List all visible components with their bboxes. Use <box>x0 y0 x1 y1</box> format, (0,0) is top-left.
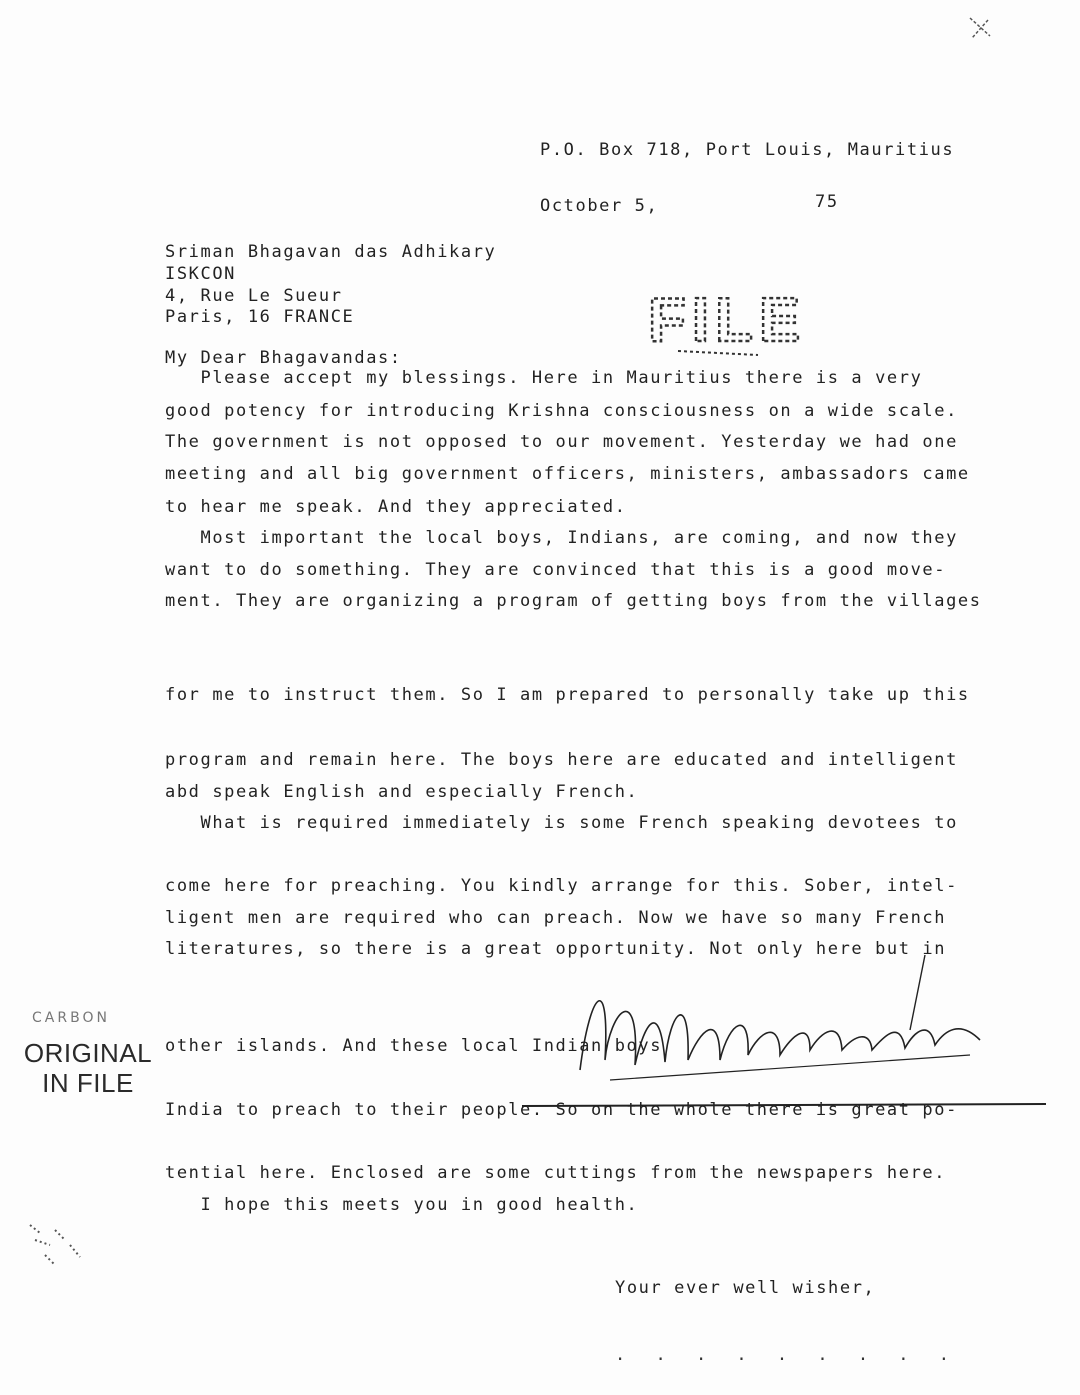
body-line-12: What is required immediately is some French speaking devotees to <box>165 813 958 833</box>
sender-address: P.O. Box 718, Port Louis, Mauritius <box>540 140 955 160</box>
original-in-file-stamp <box>18 1038 158 1098</box>
body-line-10: program and remain here. The boys here are educated and intelligent <box>165 750 958 770</box>
salutation: My Dear Bhagavandas: <box>165 348 402 368</box>
body-line-15: literatures, so there is a great opportunity. Not only here but in <box>165 939 947 959</box>
body-line-5: to hear me speak. And they appreciated. <box>165 497 627 517</box>
body-line-4: meeting and all big government officers, ministers, ambassadors came <box>165 464 970 484</box>
closing: Your ever well wisher, <box>615 1278 876 1298</box>
carbon-stamp: CARBON <box>32 1010 110 1026</box>
body-line-16: other islands. And these local Indian boys <box>165 1036 663 1056</box>
file-stamp-text: FILE <box>648 286 807 355</box>
handwritten-signature <box>570 950 990 1100</box>
smudge-mark <box>20 1215 100 1275</box>
body-line-8: ment. They are organizing a program of getting boys from the villages <box>165 591 982 611</box>
body-line-17: India to preach to their people. So on the whole there is great po- <box>165 1100 958 1120</box>
letter-date: October 5, <box>540 196 659 216</box>
letter-year: 75 <box>815 192 839 212</box>
body-line-14: ligent men are required who can preach. Now we have so many French <box>165 908 947 928</box>
body-line-9: for me to instruct them. So I am prepared to personally take up this <box>165 685 970 705</box>
recipient-city: Paris, 16 FRANCE <box>165 307 355 327</box>
body-line-19: I hope this meets you in good health. <box>165 1195 639 1215</box>
body-line-7: want to do something. They are convinced that this is a good move- <box>165 560 947 580</box>
strike-through-mark <box>520 1100 1048 1112</box>
recipient-street: 4, Rue Le Sueur <box>165 286 343 306</box>
body-line-1: Please accept my blessings. Here in Mauritius there is a very <box>165 368 923 388</box>
closing-dots: . . . . . . . . . <box>615 1345 959 1365</box>
corner-mark-icon <box>966 14 994 42</box>
original-stamp-line-2: IN FILE <box>42 1068 134 1098</box>
body-line-11: abd speak English and especially French. <box>165 782 639 802</box>
body-line-18: tential here. Enclosed are some cuttings from the newspapers here. <box>165 1163 947 1183</box>
recipient-name: Sriman Bhagavan das Adhikary <box>165 242 497 262</box>
body-line-2: good potency for introducing Krishna consciousness on a wide scale. <box>165 401 958 421</box>
body-line-6: Most important the local boys, Indians, are coming, and now they <box>165 528 958 548</box>
body-line-3: The government is not opposed to our movement. Yesterday we had one <box>165 432 958 452</box>
file-stamp <box>648 283 807 363</box>
recipient-org: ISKCON <box>165 264 237 284</box>
original-stamp-line-1: ORIGINAL <box>23 1038 153 1068</box>
body-line-13: come here for preaching. You kindly arrange for this. Sober, intel- <box>165 876 958 896</box>
